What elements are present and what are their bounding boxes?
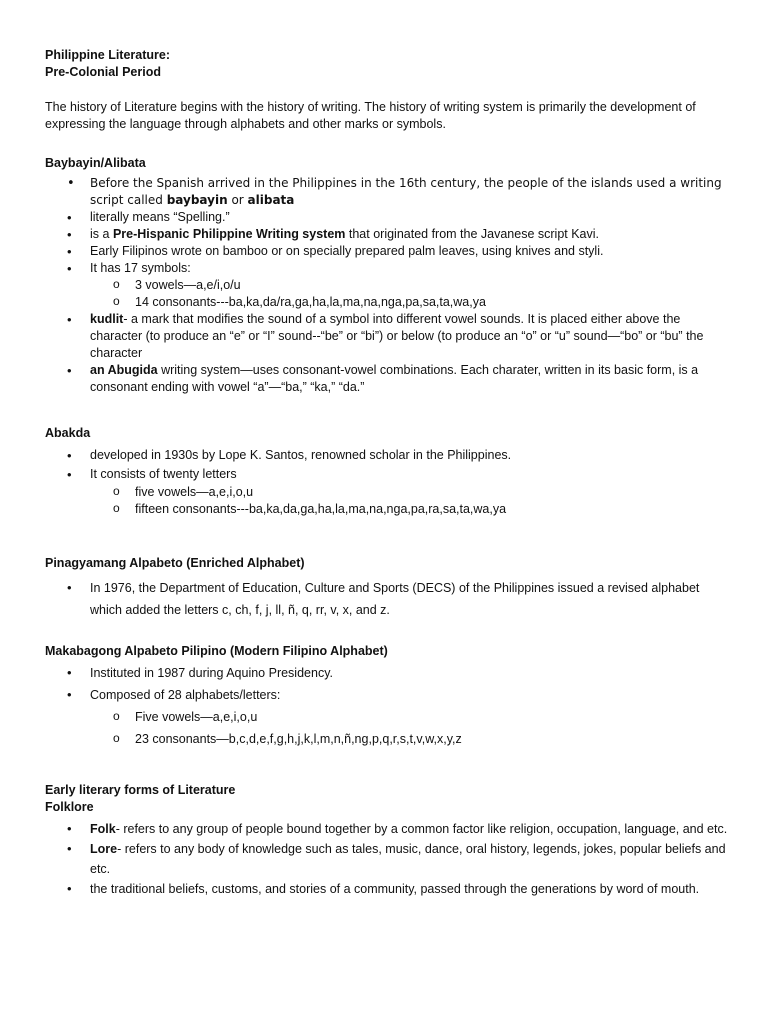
sub-list [90, 277, 728, 311]
section-subheading: Folklore [45, 800, 94, 814]
sub-list-item: o Five vowels—a,e,i,o,u [90, 706, 728, 728]
section-pinagyamang [45, 555, 728, 621]
list-item: • Instituted in 1987 during Aquino Presidency. [45, 662, 728, 684]
sub-list [90, 706, 728, 750]
bullet-list [45, 662, 728, 750]
bullet-list [45, 577, 728, 621]
section-heading: Early literary forms of Literature [45, 783, 236, 797]
section-makabagong [45, 643, 728, 750]
list-item: • Composed of 28 alphabets/letters: o Five vowels—a,e,i,o,u o 23 consonants—b,c,d,e,f,g,h,j,k,l,m,n,ñ,ng,p,q,r,s,t,v,w,x,y,z [45, 684, 728, 750]
sub-list-item: o five vowels—a,e,i,o,u [90, 484, 728, 501]
section-heading: Baybayin/Alibata [45, 156, 146, 170]
section-abakda [45, 425, 728, 518]
list-item: • kudlit- a mark that modifies the sound of a symbol into different vowel sounds. It is placed either above the character (to produce an “e” or “I” sound--“be” or “bi”) or below (to produce an “o” or “u” sound—“bo” or “bu” the character [45, 311, 728, 362]
page-title: Philippine Literature: [45, 48, 171, 62]
list-item: • an Abugida writing system—uses consonant-vowel combinations. Each charater, written in its basic form, is a consonant ending with vowel “a”—“ba,” “ka,” “da.” [45, 362, 728, 396]
section-heading: Makabagong Alpabeto Pilipino (Modern Filipino Alphabet) [45, 644, 388, 658]
sub-list-item: o fifteen consonants---ba,ka,da,ga,ha,la,ma,na,nga,pa,ra,sa,ta,wa,ya [90, 501, 728, 518]
sub-list [90, 484, 728, 518]
list-item: • It has 17 symbols: o 3 vowels—a,e/i,o/u o 14 consonants---ba,ka,da/ra,ga,ha,la,ma,na,nga,pa,sa,ta,wa,ya [45, 260, 728, 311]
list-item: • Early Filipinos wrote on bamboo or on specially prepared palm leaves, using knives and styli. [45, 243, 728, 260]
sub-list-item: o 23 consonants—b,c,d,e,f,g,h,j,k,l,m,n,ñ,ng,p,q,r,s,t,v,w,x,y,z [90, 728, 728, 750]
list-item: • Lore- refers to any body of knowledge such as tales, music, dance, oral history, legends, jokes, popular beliefs and etc. [45, 839, 728, 879]
bullet-list [45, 175, 728, 396]
sub-list-item: o 14 consonants---ba,ka,da/ra,ga,ha,la,ma,na,nga,pa,sa,ta,wa,ya [90, 294, 728, 311]
section-heading: Abakda [45, 426, 91, 440]
list-item: • the traditional beliefs, customs, and stories of a community, passed through the generations by word of mouth. [45, 879, 728, 899]
list-item: • In 1976, the Department of Education, Culture and Sports (DECS) of the Philippines issued a revised alphabet which added the letters c, ch, f, j, ll, ñ, q, rr, v, x, and z. [45, 577, 728, 621]
section-heading: Pinagyamang Alpabeto (Enriched Alphabet) [45, 556, 305, 570]
section-baybayin [45, 155, 728, 396]
section-early-literary-forms [45, 782, 728, 899]
document-header [45, 47, 728, 81]
list-item: • is a Pre-Hispanic Philippine Writing system that originated from the Javanese script Kavi. [45, 226, 728, 243]
list-item: • developed in 1930s by Lope K. Santos, renowned scholar in the Philippines. [45, 446, 728, 465]
page-subtitle: Pre-Colonial Period [45, 65, 161, 79]
bullet-list [45, 446, 728, 518]
list-item: • literally means “Spelling.” [45, 209, 728, 226]
intro-paragraph: The history of Literature begins with the history of writing. The history of writing system is primarily the development of expressing the language through alphabets and other marks or symbols. [45, 100, 696, 131]
list-item: • Folk- refers to any group of people bound together by a common factor like religion, occupation, language, and etc. [45, 819, 728, 839]
list-item: • Before the Spanish arrived in the Philippines in the 16th century, the people of the islands used a writing script called baybayin or alibata [45, 175, 728, 209]
bullet-list [45, 819, 728, 899]
sub-list-item: o 3 vowels—a,e/i,o/u [90, 277, 728, 294]
list-item: • It consists of twenty letters o five vowels—a,e,i,o,u o fifteen consonants---ba,ka,da,ga,ha,la,ma,na,nga,pa,ra,sa,ta,wa,ya [45, 465, 728, 518]
